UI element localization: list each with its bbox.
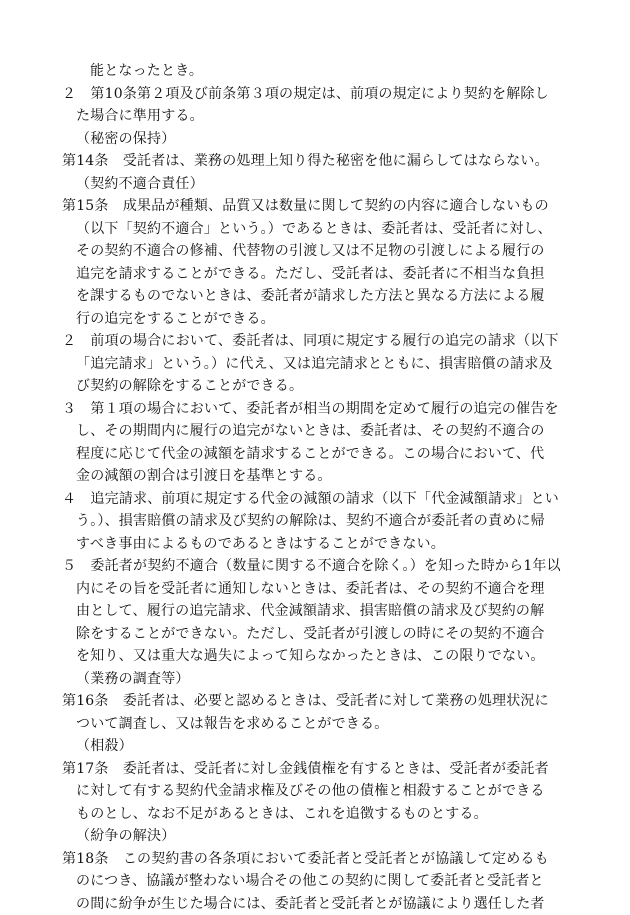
article-heading-line: 第15条 成果品が種類、品質又は数量に関して契約の内容に適合しないもの bbox=[62, 195, 566, 218]
article-caption: （紛争の解決） bbox=[62, 825, 566, 848]
article-caption: （契約不適合責任） bbox=[62, 173, 566, 196]
text-line: 金の減額の割合は引渡日を基準とする。 bbox=[62, 465, 566, 488]
paragraph-start-line: ５ 委託者が契約不適合（数量に関する不適合を除く。）を知った時から1年以 bbox=[62, 555, 566, 578]
text-line: 「追完請求」という。）に代え、又は追完請求とともに、損害賠償の請求及 bbox=[62, 353, 566, 376]
text-line: 行の追完をすることができる。 bbox=[62, 308, 566, 331]
text-line: その契約不適合の修補、代替物の引渡し又は不足物の引渡しによる履行の bbox=[62, 240, 566, 263]
paragraph-start-line: ２ 前項の場合において、委託者は、同項に規定する履行の追完の請求（以下 bbox=[62, 330, 566, 353]
text-line: のにつき、協議が整わない場合その他この契約に関して委託者と受託者と bbox=[62, 870, 566, 893]
text-line: 程度に応じて代金の減額を請求することができる。この場合において、代 bbox=[62, 443, 566, 466]
text-line: 由として、履行の追完請求、代金減額請求、損害賠償の請求及び契約の解 bbox=[62, 600, 566, 623]
text-line: び契約の解除をすることができる。 bbox=[62, 375, 566, 398]
text-line: 追完を請求することができる。ただし、受託者は、委託者に不相当な負担 bbox=[62, 263, 566, 286]
article-caption: （秘密の保持） bbox=[62, 128, 566, 151]
article-heading-line: 第17条 委託者は、受託者に対し金銭債権を有するときは、受託者が委託者 bbox=[62, 758, 566, 781]
article-heading-line: 第18条 この契約書の各条項において委託者と受託者とが協議して定めるも bbox=[62, 848, 566, 871]
text-line: 内にその旨を受託者に通知しないときは、委託者は、その契約不適合を理 bbox=[62, 578, 566, 601]
text-line: 能となったとき。 bbox=[62, 60, 566, 83]
text-line: を課するものでないときは、委託者が請求した方法と異なる方法による履 bbox=[62, 285, 566, 308]
text-line: の間に紛争が生じた場合には、委託者と受託者とが協議により選任した者 bbox=[62, 893, 566, 915]
text-line: し、その期間内に履行の追完がないときは、委託者は、その契約不適合の bbox=[62, 420, 566, 443]
text-line: すべき事由によるものであるときはすることができない。 bbox=[62, 533, 566, 556]
text-line: （以下「契約不適合」という。）であるときは、委託者は、受託者に対し、 bbox=[62, 218, 566, 241]
article-heading-line: 第16条 委託者は、必要と認めるときは、受託者に対して業務の処理状況に bbox=[62, 690, 566, 713]
article-caption: （相殺） bbox=[62, 735, 566, 758]
text-line: ついて調査し、又は報告を求めることができる。 bbox=[62, 713, 566, 736]
paragraph-start-line: ４ 追完請求、前項に規定する代金の減額の請求（以下「代金減額請求」とい bbox=[62, 488, 566, 511]
paragraph-start-line: ３ 第１項の場合において、委託者が相当の期間を定めて履行の追完の催告を bbox=[62, 398, 566, 421]
text-line: 除をすることができない。ただし、受託者が引渡しの時にその契約不適合 bbox=[62, 623, 566, 646]
document-body bbox=[62, 60, 566, 915]
text-line: う。）、損害賠償の請求及び契約の解除は、契約不適合が委託者の責めに帰 bbox=[62, 510, 566, 533]
article-caption: （業務の調査等） bbox=[62, 668, 566, 691]
text-line: た場合に準用する。 bbox=[62, 105, 566, 128]
text-line: を知り、又は重大な過失によって知らなかったときは、この限りでない。 bbox=[62, 645, 566, 668]
text-line: に対して有する契約代金請求権及びその他の債権と相殺することができる bbox=[62, 780, 566, 803]
article-heading-line: 第14条 受託者は、業務の処理上知り得た秘密を他に漏らしてはならない。 bbox=[62, 150, 566, 173]
paragraph-start-line: ２ 第10条第２項及び前条第３項の規定は、前項の規定により契約を解除し bbox=[62, 83, 566, 106]
text-line: ものとし、なお不足があるときは、これを追徴するものとする。 bbox=[62, 803, 566, 826]
